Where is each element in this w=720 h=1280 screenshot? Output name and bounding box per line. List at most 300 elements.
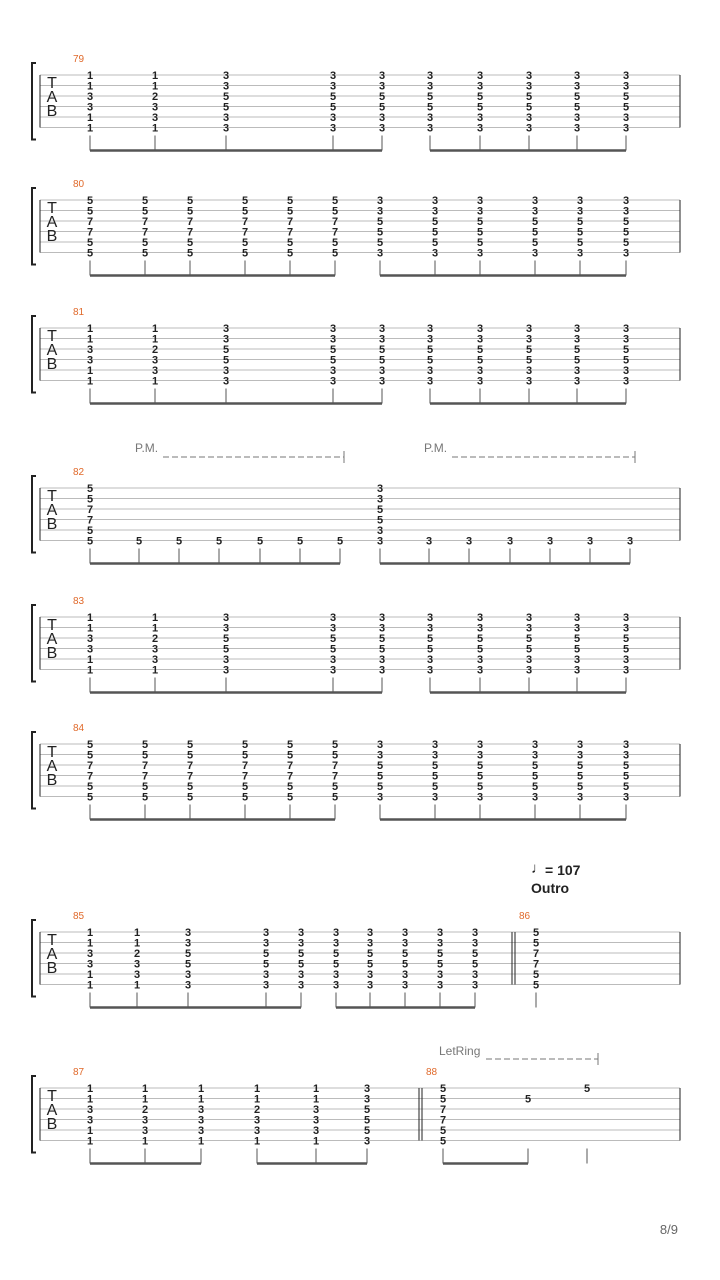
fret-number: 7 [86,514,94,527]
fret-number: 5 [471,948,479,960]
fret-number: 5 [186,195,194,207]
fret-number: 3 [378,122,386,135]
fret-number: 3 [573,333,581,346]
fret-number: 5 [426,91,434,103]
fret-number: 5 [329,643,337,656]
fret-number: 5 [622,101,630,114]
fret-number: 5 [331,791,339,804]
fret-number: 5 [622,633,630,645]
fret-number: 3 [329,612,337,624]
fret-number: 3 [622,323,630,335]
fret-number: 3 [222,654,230,666]
fret-number: 3 [363,1135,371,1148]
fret-number: 5 [329,91,337,103]
fret-number: 3 [86,643,94,656]
fret-number: 5 [573,354,581,367]
fret-number: 5 [141,791,149,804]
fret-number: 3 [525,80,533,93]
fret-number: 3 [425,535,433,548]
fret-number: 1 [141,1083,149,1095]
fret-number: 3 [622,664,630,677]
fret-number: 5 [141,205,149,218]
fret-number: 1 [312,1093,320,1106]
fret-number: 7 [331,760,339,772]
fret-number: 5 [241,205,249,218]
fret-number: 5 [141,739,149,751]
fret-number: 5 [376,237,384,249]
fret-number: 5 [576,237,584,249]
fret-number: 7 [286,770,294,783]
fret-number: 1 [86,323,94,335]
fret-number: 3 [366,979,374,992]
system-bracket [32,188,36,265]
fret-number: 7 [141,226,149,239]
fret-number: 3 [197,1114,205,1127]
fret-number: 7 [241,770,249,783]
fret-number: 3 [262,937,270,950]
fret-number: 1 [133,937,141,950]
fret-number: 1 [151,612,159,624]
fret-number: 3 [576,791,584,804]
fret-number: 5 [378,354,386,367]
fret-number: 3 [332,927,340,939]
fret-number: 3 [312,1114,320,1127]
fret-number: 5 [524,1093,532,1106]
fret-number: 3 [376,195,384,207]
fret-number: 5 [431,226,439,239]
fret-number: 3 [573,365,581,377]
fret-number: 5 [376,770,384,783]
fret-number: 3 [525,622,533,635]
fret-number: 5 [436,948,444,960]
fret-number: 3 [378,70,386,82]
fret-number: 3 [426,323,434,335]
fret-number: 3 [378,664,386,677]
fret-number: 3 [525,112,533,124]
fret-number: 3 [86,1104,94,1116]
fret-number: 5 [329,354,337,367]
fret-number: 7 [286,760,294,772]
fret-number: 5 [426,643,434,656]
fret-number: 3 [297,979,305,992]
fret-number: 5 [241,749,249,762]
fret-number: 5 [439,1083,447,1095]
fret-number: 3 [376,791,384,804]
fret-number: 3 [476,112,484,124]
measure-number: 84 [73,723,85,734]
fret-number: 3 [426,622,434,635]
fret-number: 5 [476,643,484,656]
fret-number: 3 [436,937,444,950]
fret-number: 5 [576,760,584,772]
fret-number: 7 [86,216,94,228]
fret-number: 3 [476,612,484,624]
fret-number: 3 [184,979,192,992]
fret-number: 5 [471,958,479,971]
fret-number: 5 [476,216,484,228]
fret-number: 3 [86,958,94,971]
fret-number: 3 [573,70,581,82]
fret-number: 5 [222,633,230,645]
fret-number: 1 [86,654,94,666]
fret-number: 1 [197,1093,205,1106]
fret-number: 3 [573,122,581,135]
fret-number: 5 [241,739,249,751]
fret-number: 5 [401,948,409,960]
fret-number: 3 [222,664,230,677]
fret-number: 5 [329,101,337,114]
fret-number: 3 [576,195,584,207]
fret-number: 5 [222,344,230,356]
fret-number: 1 [86,1083,94,1095]
fret-number: 3 [401,937,409,950]
fret-number: 5 [431,760,439,772]
fret-number: 3 [586,535,594,548]
fret-number: 3 [262,927,270,939]
fret-number: 3 [426,122,434,135]
fret-number: 7 [186,760,194,772]
fret-number: 3 [531,195,539,207]
fret-number: 5 [332,948,340,960]
fret-number: 3 [431,749,439,762]
fret-number: 3 [622,247,630,260]
fret-number: 3 [376,535,384,548]
fret-number: 3 [329,375,337,388]
fret-number: 3 [573,323,581,335]
fret-number: 3 [476,333,484,346]
fret-number: 3 [86,354,94,367]
fret-number: 1 [86,622,94,635]
fret-number: 5 [401,958,409,971]
fret-number: 5 [426,344,434,356]
fret-number: 5 [476,237,484,249]
fret-number: 3 [576,749,584,762]
tab-clef-letter: T [47,488,57,505]
fret-number: 3 [378,365,386,377]
fret-number: 7 [141,216,149,228]
fret-number: 3 [476,365,484,377]
fret-number: 1 [86,969,94,981]
fret-number: 5 [378,344,386,356]
fret-number: 3 [525,323,533,335]
fret-number: 5 [286,791,294,804]
fret-number: 3 [573,112,581,124]
fret-number: 5 [476,226,484,239]
fret-number: 5 [573,344,581,356]
fret-number: 5 [86,791,94,804]
fret-number: 3 [476,70,484,82]
fret-number: 5 [186,749,194,762]
fret-number: 1 [151,375,159,388]
fret-number: 5 [241,237,249,249]
fret-number: 5 [376,514,384,527]
fret-number: 5 [576,770,584,783]
fret-number: 3 [431,739,439,751]
fret-number: 5 [296,535,304,548]
fret-number: 3 [312,1104,320,1116]
outro-label: Outro [531,880,570,896]
fret-number: 3 [476,80,484,93]
fret-number: 3 [86,344,94,356]
fret-number: 3 [622,365,630,377]
fret-number: 3 [151,654,159,666]
tab-clef-letter: B [46,516,58,533]
fret-number: 5 [476,781,484,793]
fret-number: 7 [286,226,294,239]
fret-number: 1 [197,1135,205,1148]
fret-number: 7 [141,770,149,783]
fret-number: 3 [525,70,533,82]
fret-number: 3 [471,969,479,981]
fret-number: 1 [86,1093,94,1106]
fret-number: 1 [86,70,94,82]
fret-number: 3 [329,70,337,82]
fret-number: 5 [86,247,94,260]
fret-number: 3 [329,664,337,677]
fret-number: 3 [531,749,539,762]
fret-number: 3 [151,354,159,367]
fret-number: 1 [86,927,94,939]
fret-number: 5 [86,237,94,249]
tab-clef-letter: A [46,214,58,231]
fret-number: 3 [546,535,554,548]
fret-number: 3 [525,365,533,377]
fret-number: 2 [151,91,159,103]
measure-number: 82 [73,467,85,478]
fret-number: 1 [151,80,159,93]
fret-number: 7 [186,216,194,228]
fret-number: 3 [431,247,439,260]
fret-number: 5 [436,958,444,971]
fret-number: 3 [378,323,386,335]
fret-number: 5 [141,237,149,249]
fret-number: 5 [241,247,249,260]
fret-number: 3 [426,375,434,388]
fret-number: 3 [525,612,533,624]
fret-number: 5 [431,237,439,249]
fret-number: 3 [86,91,94,103]
fret-number: 1 [86,375,94,388]
fret-number: 3 [426,70,434,82]
fret-number: 3 [222,622,230,635]
fret-number: 2 [151,633,159,645]
fret-number: 3 [378,112,386,124]
fret-number: 5 [141,247,149,260]
fret-number: 3 [184,969,192,981]
fret-number: 1 [141,1135,149,1148]
fret-number: 3 [426,365,434,377]
fret-number: 3 [332,937,340,950]
fret-number: 3 [431,205,439,218]
fret-number: 5 [525,354,533,367]
fret-number: 3 [476,749,484,762]
tab-clef-letter: B [46,103,58,120]
fret-number: 1 [151,122,159,135]
fret-number: 3 [622,622,630,635]
measure-number: 80 [73,179,85,190]
fret-number: 5 [476,344,484,356]
fret-number: 3 [363,1093,371,1106]
fret-number: 5 [366,958,374,971]
fret-number: 5 [332,958,340,971]
fret-number: 3 [622,112,630,124]
fret-number: 3 [378,612,386,624]
fret-number: 3 [622,195,630,207]
fret-number: 5 [476,760,484,772]
fret-number: 3 [622,739,630,751]
fret-number: 5 [531,760,539,772]
fret-number: 3 [366,927,374,939]
fret-number: 3 [262,979,270,992]
fret-number: 1 [86,1125,94,1137]
fret-number: 5 [286,749,294,762]
fret-number: 3 [378,333,386,346]
fret-number: 3 [332,979,340,992]
fret-number: 5 [431,770,439,783]
fret-number: 3 [378,375,386,388]
fret-number: 3 [376,205,384,218]
fret-number: 3 [431,791,439,804]
fret-number: 5 [241,781,249,793]
fret-number: 3 [312,1125,320,1137]
fret-number: 5 [286,205,294,218]
page-number: 8/9 [659,1222,678,1237]
fret-number: 3 [222,70,230,82]
tab-clef-letter: T [47,617,57,634]
fret-number: 1 [312,1083,320,1095]
fret-number: 7 [186,226,194,239]
fret-number: 3 [184,937,192,950]
fret-number: 3 [376,749,384,762]
fret-number: 3 [133,969,141,981]
fret-number: 5 [532,979,540,992]
fret-number: 3 [222,375,230,388]
fret-number: 5 [262,958,270,971]
fret-number: 3 [525,333,533,346]
fret-number: 7 [532,958,540,971]
fret-number: 1 [86,333,94,346]
fret-number: 3 [297,927,305,939]
fret-number: 3 [426,654,434,666]
fret-number: 5 [531,226,539,239]
fret-number: 7 [331,770,339,783]
fret-number: 5 [376,760,384,772]
fret-number: 3 [222,612,230,624]
fret-number: 5 [241,791,249,804]
fret-number: 7 [331,216,339,228]
fret-number: 5 [622,344,630,356]
fret-number: 3 [222,333,230,346]
fret-number: 3 [476,375,484,388]
fret-number: 3 [622,205,630,218]
fret-number: 3 [573,654,581,666]
system-bracket [32,316,36,393]
fret-number: 3 [86,101,94,114]
fret-number: 3 [476,791,484,804]
fret-number: 5 [86,493,94,506]
fret-number: 5 [286,247,294,260]
tab-clef-letter: T [47,200,57,217]
fret-number: 5 [622,770,630,783]
fret-number: 1 [253,1083,261,1095]
fret-number: 5 [363,1104,371,1116]
fret-number: 5 [331,195,339,207]
measure-number: 81 [73,307,85,318]
fret-number: 3 [476,122,484,135]
tab-clef-letter: B [46,772,58,789]
fret-number: 3 [401,927,409,939]
fret-number: 3 [525,122,533,135]
fret-number: 7 [241,760,249,772]
fret-number: 3 [86,948,94,960]
fret-number: 5 [86,525,94,537]
fret-number: 3 [622,70,630,82]
fret-number: 3 [86,633,94,645]
fret-number: 1 [253,1135,261,1148]
fret-number: 1 [86,365,94,377]
fret-number: 5 [476,633,484,645]
tab-clef-letter: A [46,89,58,106]
fret-number: 1 [151,622,159,635]
fret-number: 1 [86,979,94,992]
fret-number: 3 [376,483,384,495]
fret-number: 3 [622,791,630,804]
fret-number: 7 [241,226,249,239]
fret-number: 5 [286,195,294,207]
fret-number: 3 [376,493,384,506]
fret-number: 2 [253,1104,261,1116]
fret-number: 3 [431,195,439,207]
fret-number: 3 [576,247,584,260]
fret-number: 3 [329,654,337,666]
fret-number: 5 [583,1083,591,1095]
fret-number: 5 [331,205,339,218]
fret-number: 1 [86,122,94,135]
fret-number: 3 [476,739,484,751]
fret-number: 5 [141,781,149,793]
fret-number: 5 [363,1125,371,1137]
fret-number: 5 [622,91,630,103]
fret-number: 3 [151,101,159,114]
fret-number: 5 [86,205,94,218]
fret-number: 3 [573,612,581,624]
fret-number: 5 [476,354,484,367]
fret-number: 3 [476,205,484,218]
fret-number: 5 [378,643,386,656]
fret-number: 3 [222,122,230,135]
tab-clef-letter: T [47,75,57,92]
fret-number: 3 [222,365,230,377]
tab-clef-letter: B [46,356,58,373]
fret-number: 3 [222,323,230,335]
fret-number: 5 [476,770,484,783]
fret-number: 5 [525,643,533,656]
fret-number: 1 [86,112,94,124]
measure-number: 87 [73,1067,85,1078]
fret-number: 1 [151,323,159,335]
fret-number: 7 [286,216,294,228]
fret-number: 3 [471,979,479,992]
fret-number: 3 [576,205,584,218]
tab-clef-letter: A [46,631,58,648]
fret-number: 1 [151,333,159,346]
fret-number: 7 [439,1104,447,1116]
fret-number: 3 [622,654,630,666]
fret-number: 3 [151,643,159,656]
tab-clef-letter: B [46,960,58,977]
fret-number: 3 [626,535,634,548]
fret-number: 5 [256,535,264,548]
